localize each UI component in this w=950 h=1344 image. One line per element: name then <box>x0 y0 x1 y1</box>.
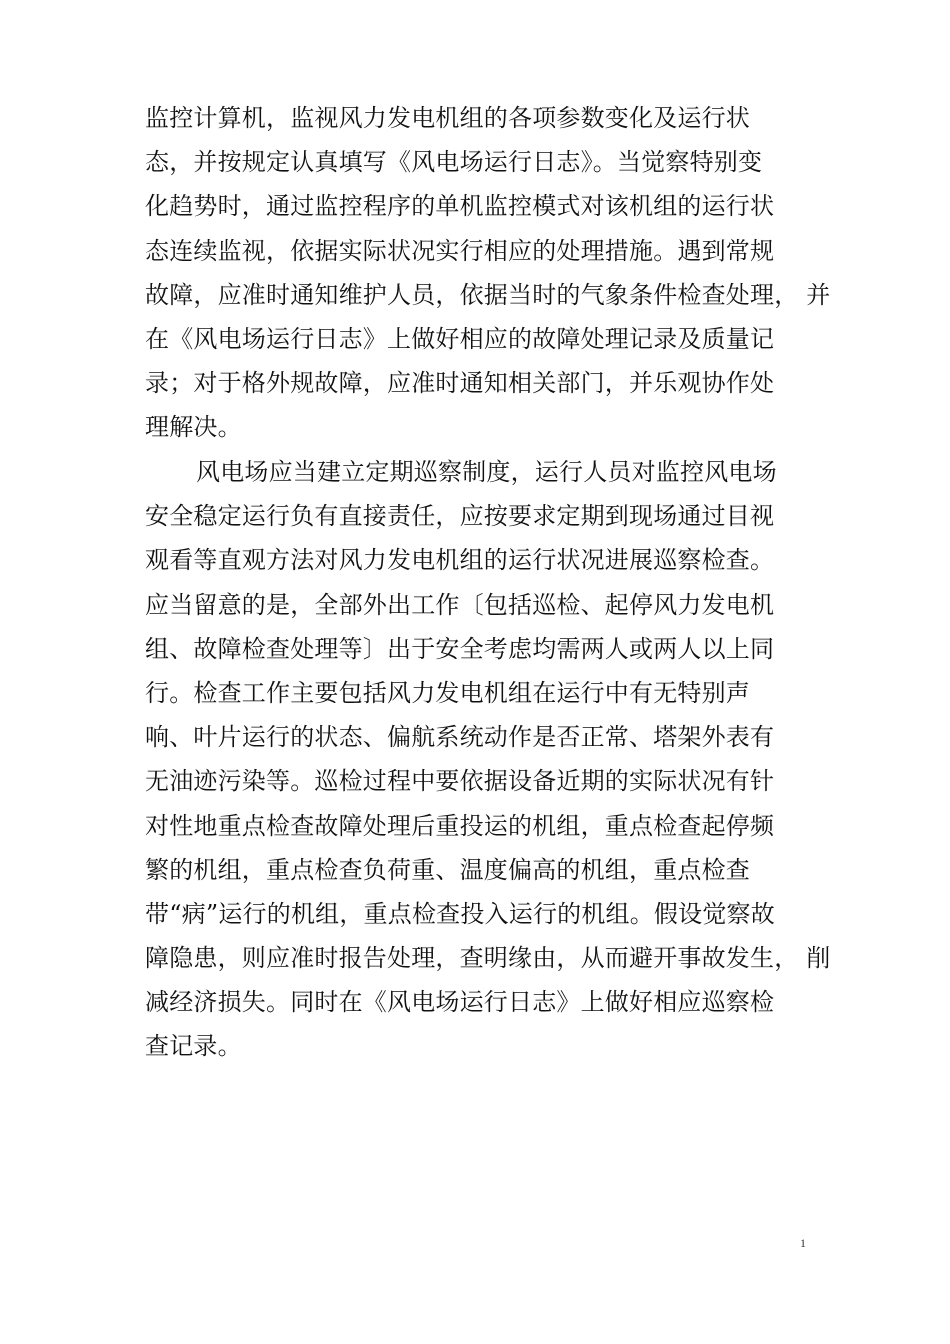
text-line: 故障，应准时通知维护人员，依据当时的气象条件检查处理， 并 <box>145 280 831 309</box>
text-line: 监控计算机，监视风力发电机组的各项参数变化及运行状 <box>145 104 750 132</box>
text-line: 组、故障检查处理等〕出于安全考虑均需两人或两人以上同 <box>145 634 775 663</box>
text-line: 录；对于格外规故障，应准时通知相关部门，并乐观协作处 <box>145 369 775 398</box>
text-line: 安全稳定运行负有直接责任，应按要求定期到现场通过目视 <box>145 502 775 531</box>
text-line: 响、叶片运行的状态、偏航系统动作是否正常、塔架外表有 <box>145 723 775 752</box>
text-line: 带“病”运行的机组，重点检查投入运行的机组。假设觉察故 <box>145 899 775 928</box>
text-line: 无油迹污染等。巡检过程中要依据设备近期的实际状况有针 <box>145 767 775 796</box>
paragraph-2 <box>145 450 831 1069</box>
text-line: 行。检查工作主要包括风力发电机组在运行中有无特别声 <box>145 678 750 707</box>
text-line: 态，并按规定认真填写《风电场运行日志》。当觉察特别变 <box>145 148 763 177</box>
text-line: 障隐患，则应准时报告处理，查明缘由，从而避开事故发生， 削 <box>145 944 831 973</box>
text-line: 理解决。 <box>145 413 242 442</box>
text-line: 风电场应当建立定期巡察制度，运行人员对监控风电场 <box>196 458 777 486</box>
text-line: 查记录。 <box>145 1032 242 1061</box>
paragraph-1 <box>145 96 831 450</box>
page-number: 1 <box>800 1236 806 1250</box>
text-line: 应当留意的是，全部外出工作〔包括巡检、起停风力发电机 <box>145 590 775 619</box>
text-line: 在《风电场运行日志》上做好相应的故障处理记录及质量记 <box>145 324 775 353</box>
text-line: 繁的机组，重点检查负荷重、温度偏高的机组，重点检查 <box>145 855 750 884</box>
text-line: 态连续监视，依据实际状况实行相应的处理措施。遇到常规 <box>145 236 775 265</box>
text-line: 化趋势时，通过监控程序的单机监控模式对该机组的运行状 <box>145 192 775 221</box>
text-line: 观看等直观方法对风力发电机组的运行状况进展巡察检查。 <box>145 546 775 575</box>
text-line: 减经济损失。同时在《风电场运行日志》上做好相应巡察检 <box>145 988 775 1017</box>
text-line: 对性地重点检查故障处理后重投运的机组，重点检查起停频 <box>145 811 775 840</box>
